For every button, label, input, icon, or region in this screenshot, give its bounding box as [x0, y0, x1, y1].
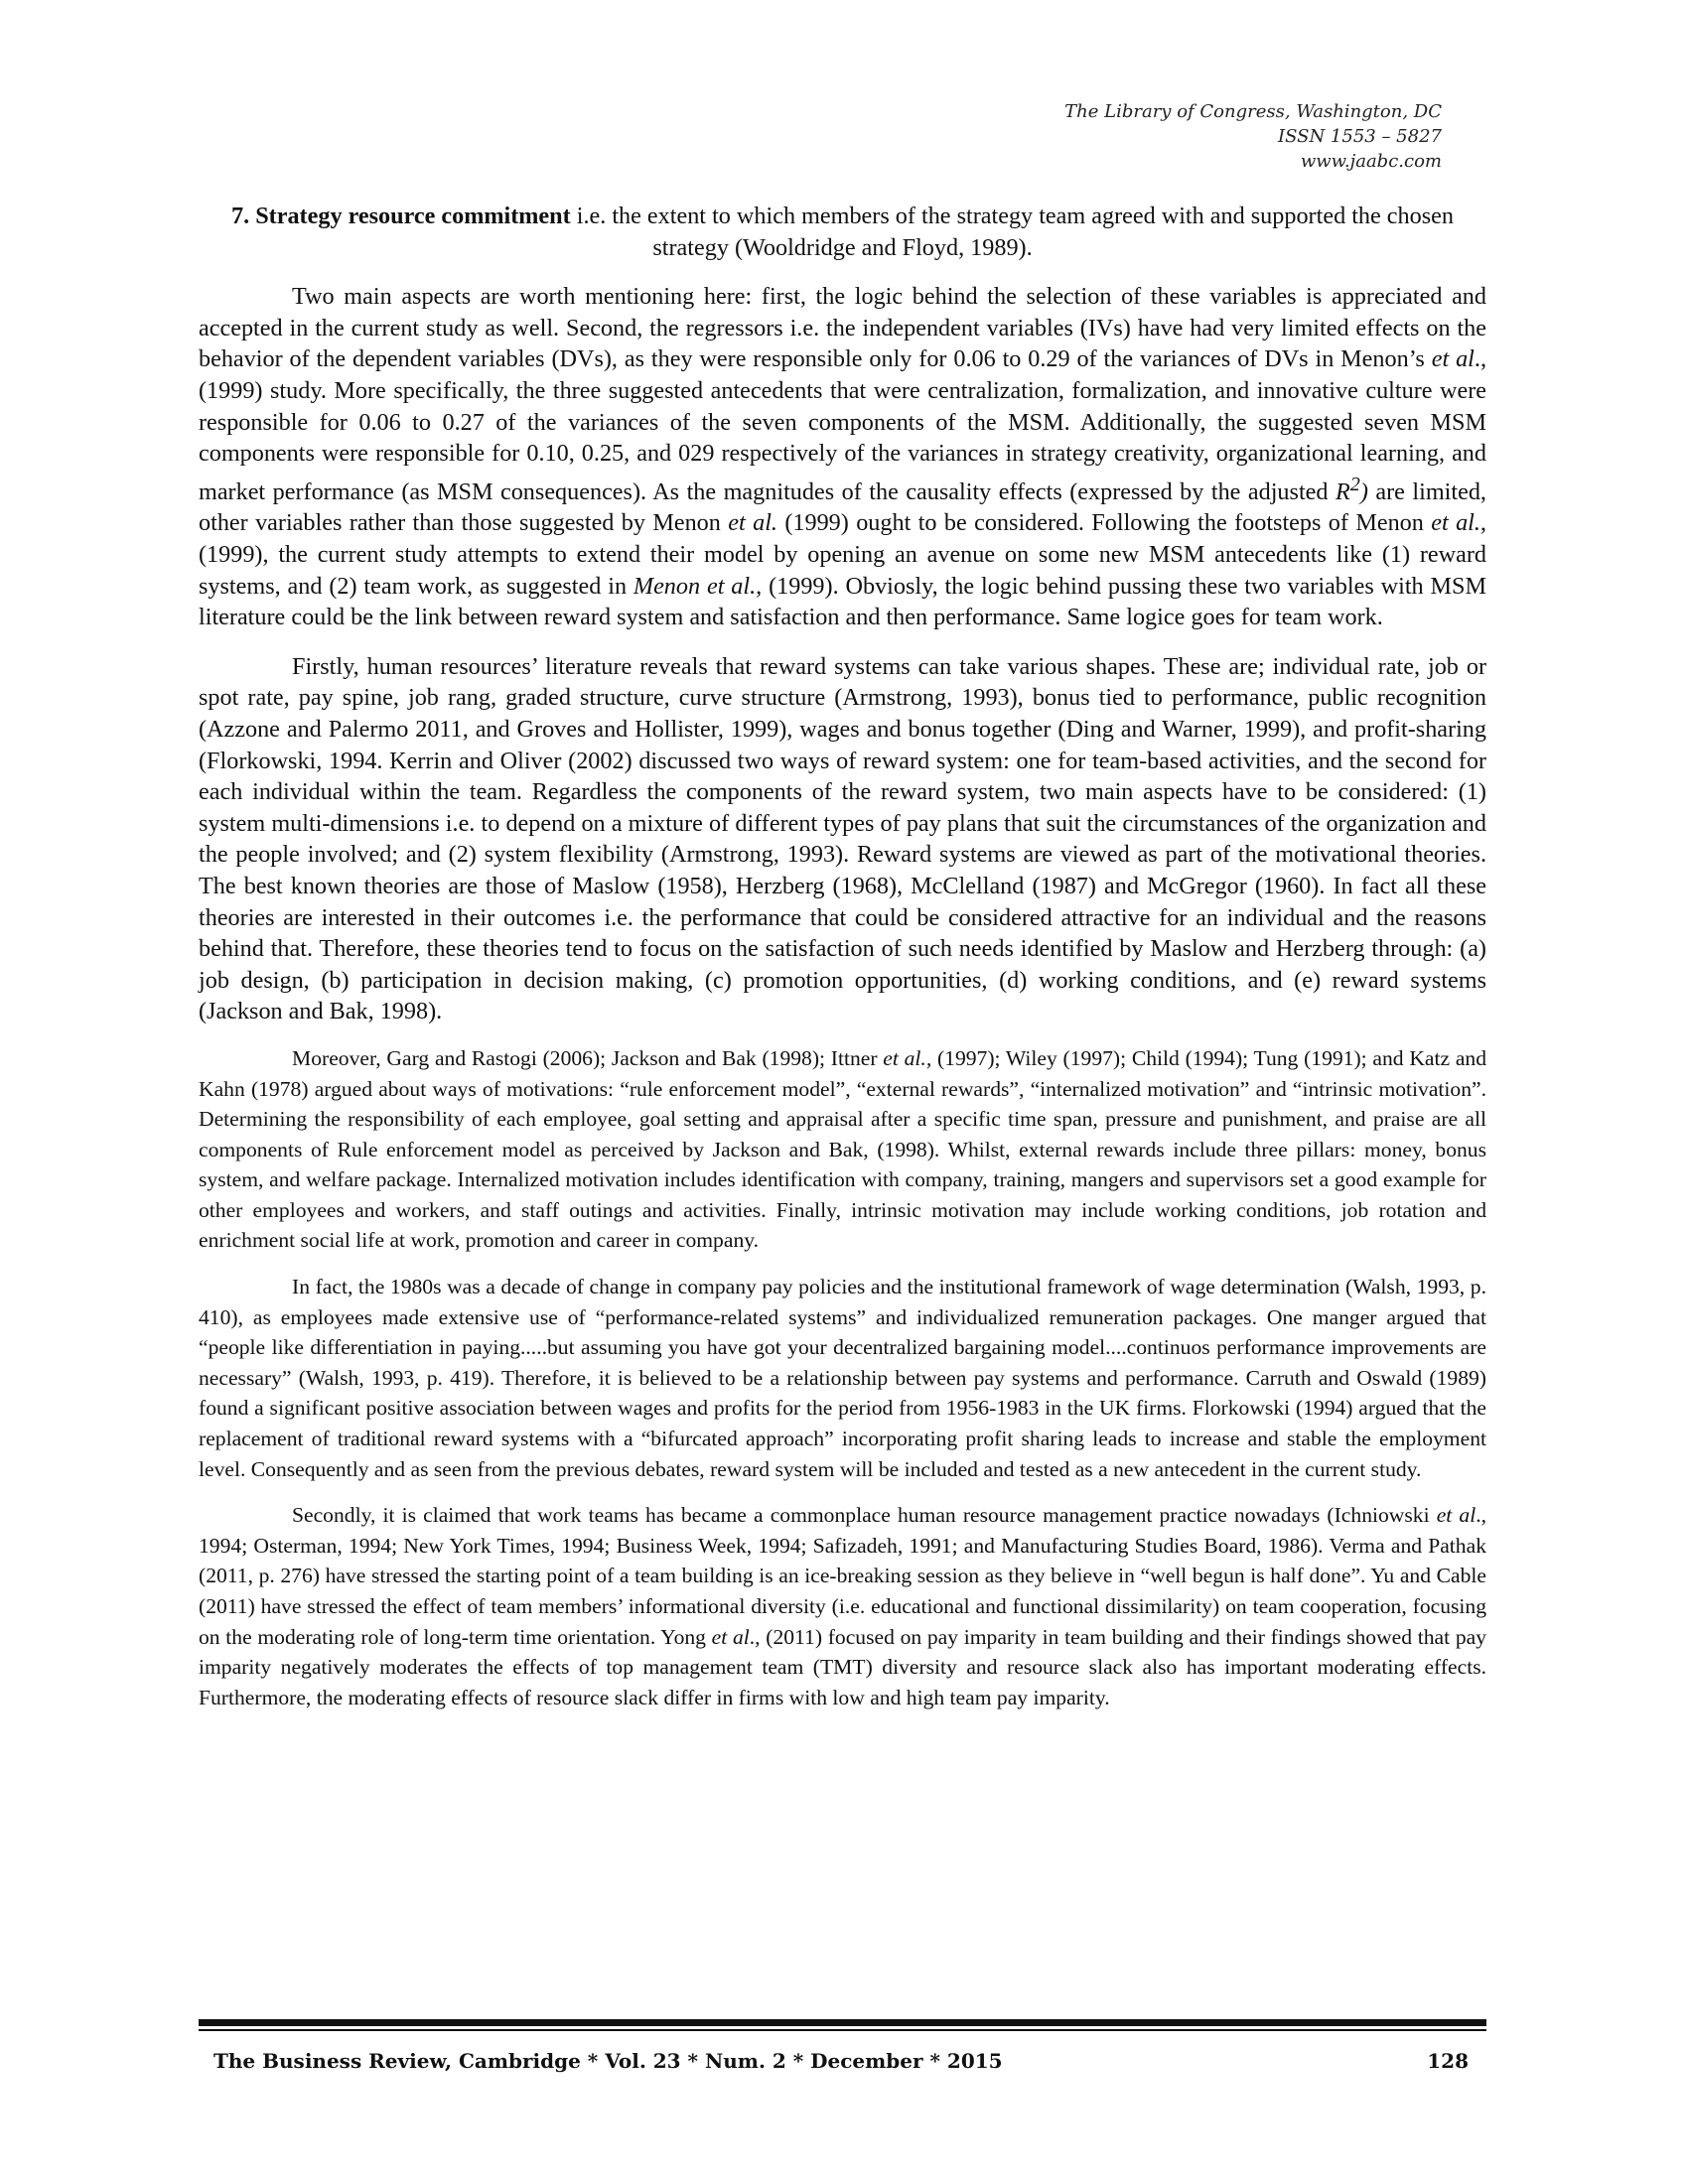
r-squared-exponent: 2	[1349, 473, 1360, 495]
text-run: ., 1994; Osterman, 1994; New York Times, 1994; Business Week, 1994; Safizadeh, 1991; and Manufacturing Studies Board, 1986). Verma and Pathak (2011, p. 276) have stressed the starting point of a team building is an ice-breaking session as they believe in “well begun is half done”. Yu and Cable (2011) have stressed the effect of team members’ informational diversity (i.e. educational and functional dissimilarity) on team cooperation, focusing on the moderating role of long-term time orientation. Yong	[199, 1503, 1486, 1649]
paragraph-1	[199, 281, 1486, 633]
article-body	[199, 201, 1486, 1712]
text-run: (1999) ought to be considered. Following the footsteps of Menon	[776, 509, 1432, 537]
text-run: Secondly, it is claimed that work teams has became a commonplace human resource management practice nowadays (Ichniowski	[292, 1503, 1437, 1528]
italic-run: et al	[711, 1624, 750, 1649]
paragraph-4: In fact, the 1980s was a decade of change in company pay policies and the institutional framework of wage determination (Walsh, 1993, p. 410), as employees made extensive use of “performance-related systems” and individualized remuneration packages. One manger argued that “people like differentiation in paying.....but assuming you have got your decentralized bargaining model....continuos performance improvements are necessary” (Walsh, 1993, p. 419). Therefore, it is believed to be a relationship between pay systems and performance. Carruth and Oswald (1989) found a significant positive association between wages and profits for the period from 1956-1983 in the UK firms. Florkowski (1994) argued that the replacement of traditional reward systems with a “bifurcated approach” incorporating profit sharing leads to increase and stable the employment level. Consequently and as seen from the previous debates, reward system will be included and tested as a new antecedent in the current study.	[199, 1275, 1486, 1481]
paragraph-3	[199, 1043, 1486, 1256]
italic-run: et al	[1431, 345, 1475, 373]
italic-run: et al	[1436, 1503, 1477, 1528]
text-run: (1999). Obviosly, the logic behind pussing these two variables with MSM literature could be the link between reward system and satisfaction and then performance. Same logice goes for team work.	[199, 572, 1486, 631]
page-number: 128	[1427, 2049, 1469, 2073]
footer-rule-thin	[199, 2029, 1486, 2031]
text-run: Two main aspects are worth mentioning here: first, the logic behind the selection of these variables is appreciated and accepted in the current study as well. Second, the regressors i.e. the independent variables (IVs) have had very limited effects on the behavior of the dependent variables (DVs), as they were responsible only for 0.06 to 0.29 of the variances of DVs in Menon’s	[199, 283, 1486, 373]
footer-rule-thick	[199, 2019, 1486, 2026]
r-squared-paren: )	[1359, 478, 1368, 505]
header-website: www.jaabc.com	[1300, 151, 1442, 172]
text-run: are limited, other variables rather than those suggested by Menon	[199, 478, 1486, 537]
item-7-title: 7. Strategy resource commitment	[231, 203, 571, 229]
paragraph-5	[199, 1500, 1486, 1712]
paragraph-2: Firstly, human resources’ literature reveals that reward systems can take various shapes. These are; individual rate, job or spot rate, pay spine, job rang, graded structure, curve structure (Armstrong, 1993), bonus tied to performance, public recognition (Azzone and Palermo 2011, and Groves and Hollister, 1999), wages and bonus together (Ding and Warner, 1999), and profit-sharing (Florkowski, 1994. Kerrin and Oliver (2002) discussed two ways of reward system: one for team-based activities, and the second for each individual within the team. Regardless the components of the reward system, two main aspects have to be considered: (1) system multi-dimensions i.e. to depend on a mixture of different types of pay plans that suit the circumstances of the organization and the people involved; and (2) system flexibility (Armstrong, 1993). Reward systems are viewed as part of the motivational theories. The best known theories are those of Maslow (1958), Herzberg (1968), McClelland (1987) and McGregor (1960). In fact all these theories are interested in their outcomes i.e. the performance that could be considered attractive for an individual and the reasons behind that. Therefore, these theories tend to focus on the satisfaction of such needs identified by Maslow and Herzberg through: (a) job design, (b) participation in decision making, (c) promotion opportunities, (d) working conditions, and (e) reward systems (Jackson and Bak, 1998).	[199, 652, 1486, 1025]
list-item-7	[199, 201, 1486, 263]
italic-run: et al.,	[1431, 509, 1486, 537]
r-squared-symbol	[1335, 473, 1368, 505]
italic-run: et al.	[728, 509, 777, 537]
header-publisher: The Library of Congress, Washington, DC	[1064, 101, 1442, 122]
text-run: (1999), the current study attempts to extend their model by opening an avenue on some new MSM antecedents like (1) reward systems, and (2) team work, as suggested in	[199, 541, 1486, 600]
item-7-text: i.e. the extent to which members of the strategy team agreed with and supported the chosen strategy (Wooldridge and Floyd, 1989).	[570, 203, 1454, 261]
text-run: ., (2011) focused on pay imparity in team building and their findings showed that pay imparity negatively moderates the effects of top management team (TMT) diversity and resource slack also has important moderating effects. Furthermore, the moderating effects of resource slack differ in firms with low and high team pay imparity.	[199, 1624, 1487, 1709]
header-issn: ISSN 1553 – 5827	[1278, 126, 1442, 147]
italic-run: Menon et al.,	[633, 572, 763, 600]
r-squared-base: R	[1335, 478, 1350, 505]
running-header	[1064, 99, 1442, 174]
italic-run: et al.,	[883, 1045, 932, 1070]
page-footer	[213, 2047, 1469, 2075]
text-run: (1997); Wiley (1997); Child (1994); Tung (1991); and Katz and Kahn (1978) argued about ways of motivations: “rule enforcement model”, “external rewards”, “internalized motivation” and “intrinsic motivation”. Determining the responsibility of each employee, goal setting and appraisal after a specific time span, pressure and punishment, and praise are all components of Rule enforcement model as perceived by Jackson and Bak, (1998). Whilst, external rewards include three pillars: money, bonus system, and welfare package. Internalized motivation includes identification with company, training, mangers and supervisors set a good example for other employees and workers, and staff outings and activities. Finally, intrinsic motivation may include working conditions, job rotation and enrichment social life at work, promotion and career in company.	[199, 1045, 1487, 1253]
text-run: ., (1999) study. More specifically, the three suggested antecedents that were centralization, formalization, and innovative culture were responsible for 0.06 to 0.27 of the variances of the seven components of the MSM. Additionally, the suggested seven MSM components were responsible for 0.10, 0.25, and 029 respectively of the variances in strategy creativity, organizational learning, and market performance (as MSM consequences). As the magnitudes of the causality effects (expressed by the adjusted	[199, 345, 1486, 505]
text-run: Moreover, Garg and Rastogi (2006); Jackson and Bak (1998); Ittner	[292, 1045, 884, 1070]
footer-citation: The Business Review, Cambridge * Vol. 23 * Num. 2 * December * 2015	[213, 2049, 1003, 2073]
